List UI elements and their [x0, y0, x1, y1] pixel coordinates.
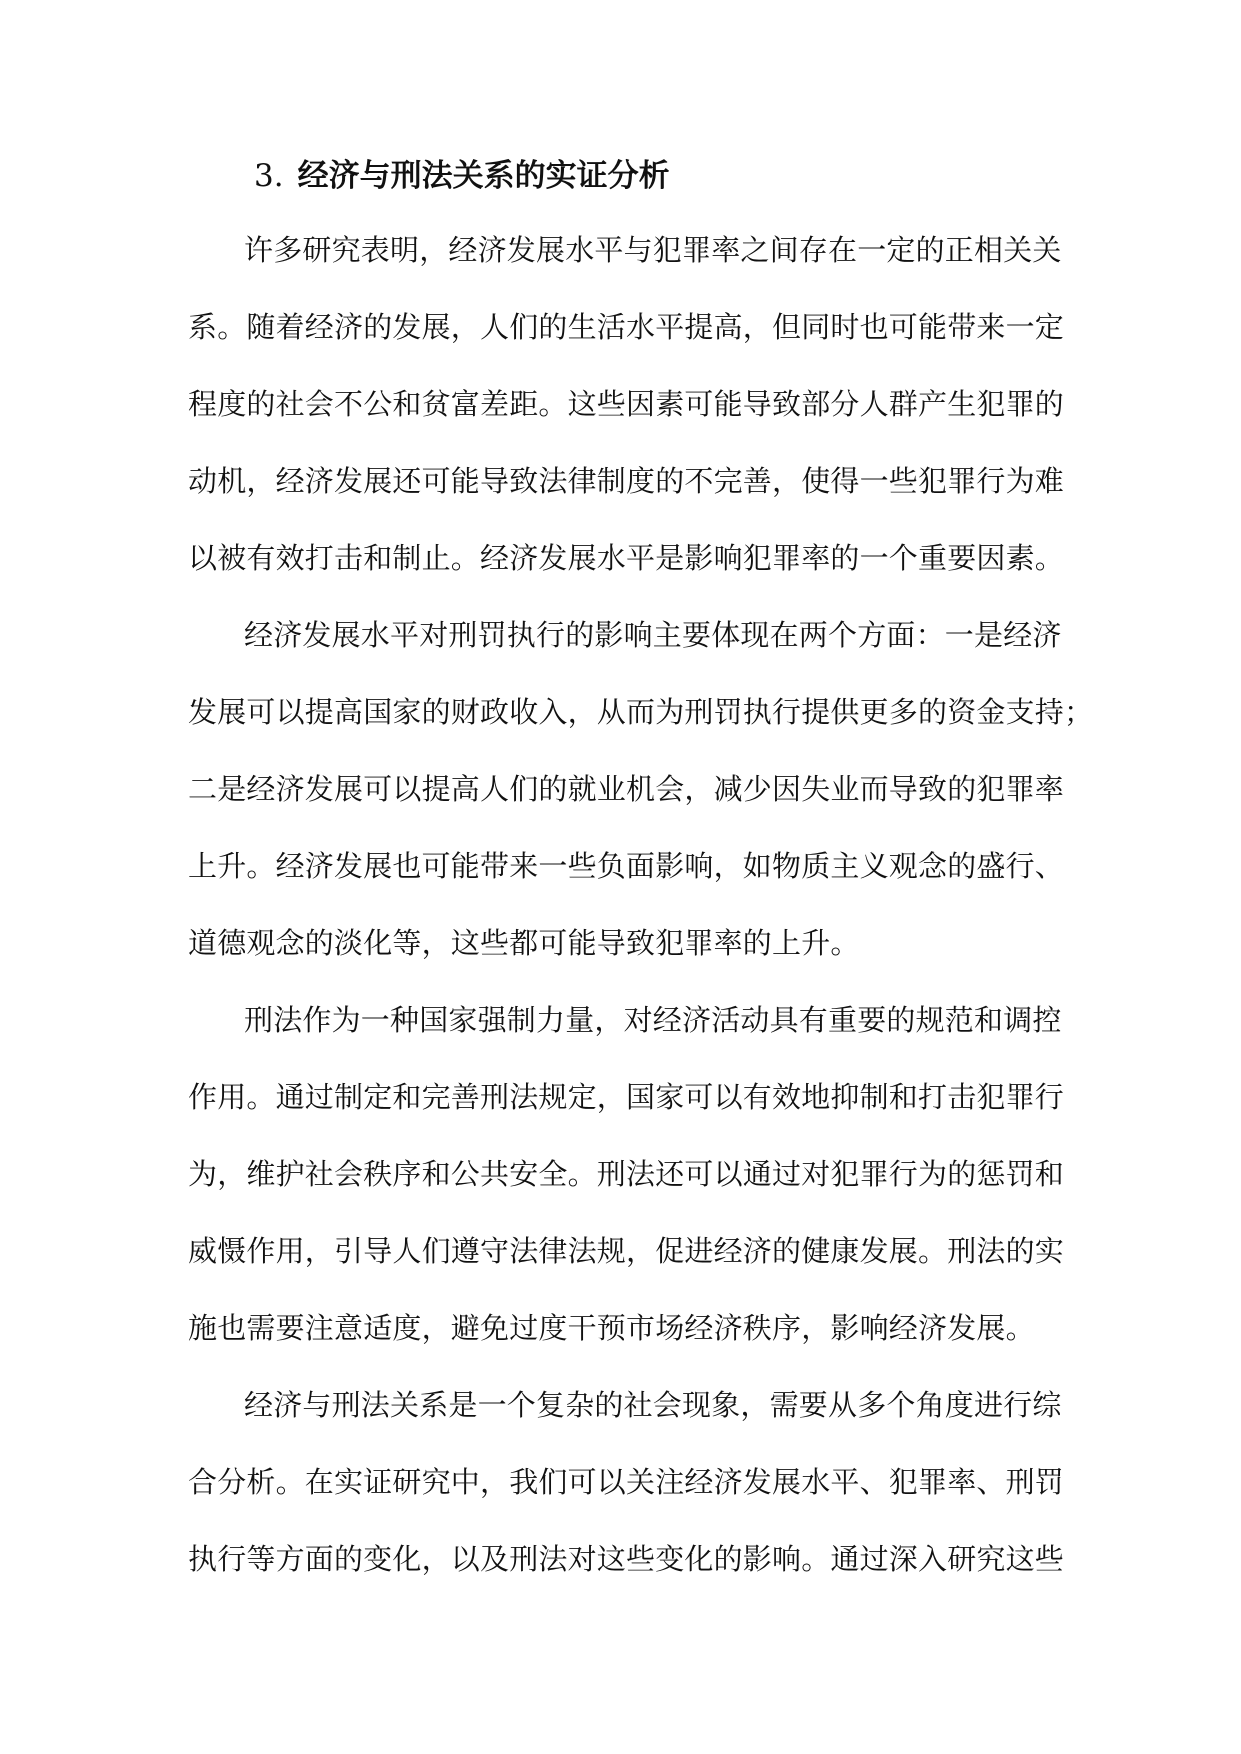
text-line: 发展可以提高国家的财政收入，从而为刑罚执行提供更多的资金支持； [188, 695, 1094, 729]
paragraph-2 [188, 597, 1094, 982]
text-line: 合分析。在实证研究中，我们可以关注经济发展水平、犯罪率、刑罚 [188, 1465, 1065, 1499]
text-line: 作用。通过制定和完善刑法规定，国家可以有效地抑制和打击犯罪行 [188, 1080, 1065, 1114]
text-line: 刑法作为一种国家强制力量，对经济活动具有重要的规范和调控 [244, 1003, 1062, 1037]
text-line: 二是经济发展可以提高人们的就业机会，减少因失业而导致的犯罪率 [188, 772, 1065, 806]
text-line: 道德观念的淡化等，这些都可能导致犯罪率的上升。 [188, 926, 860, 960]
document-body [188, 140, 1094, 1598]
text-line: 执行等方面的变化，以及刑法对这些变化的影响。通过深入研究这些 [188, 1542, 1065, 1576]
text-line: 系。随着经济的发展，人们的生活水平提高，但同时也可能带来一定 [188, 310, 1065, 344]
text-line: 动机，经济发展还可能导致法律制度的不完善，使得一些犯罪行为难 [188, 464, 1065, 498]
paragraph-1 [188, 212, 1065, 597]
text-line: 施也需要注意适度，避免过度干预市场经济秩序，影响经济发展。 [188, 1311, 1035, 1345]
section-number: 3. [254, 158, 284, 194]
text-line: 以被有效打击和制止。经济发展水平是影响犯罪率的一个重要因素。 [188, 541, 1065, 575]
text-line: 经济与刑法关系是一个复杂的社会现象，需要从多个角度进行综 [244, 1388, 1062, 1422]
text-line: 上升。经济发展也可能带来一些负面影响，如物质主义观念的盛行、 [188, 849, 1065, 883]
text-line: 程度的社会不公和贫富差距。这些因素可能导致部分人群产生犯罪的 [188, 387, 1065, 421]
text-line: 经济发展水平对刑罚执行的影响主要体现在两个方面：一是经济 [244, 618, 1062, 652]
section-heading [254, 140, 1056, 212]
paragraph-3 [188, 982, 1065, 1367]
text-line: 为，维护社会秩序和公共安全。刑法还可以通过对犯罪行为的惩罚和 [188, 1157, 1065, 1191]
section-title: 经济与刑法关系的实证分析 [297, 158, 670, 194]
text-line: 许多研究表明，经济发展水平与犯罪率之间存在一定的正相关关 [244, 233, 1062, 267]
paragraph-4 [188, 1367, 1065, 1598]
text-line: 威慑作用，引导人们遵守法律法规，促进经济的健康发展。刑法的实 [188, 1234, 1065, 1268]
